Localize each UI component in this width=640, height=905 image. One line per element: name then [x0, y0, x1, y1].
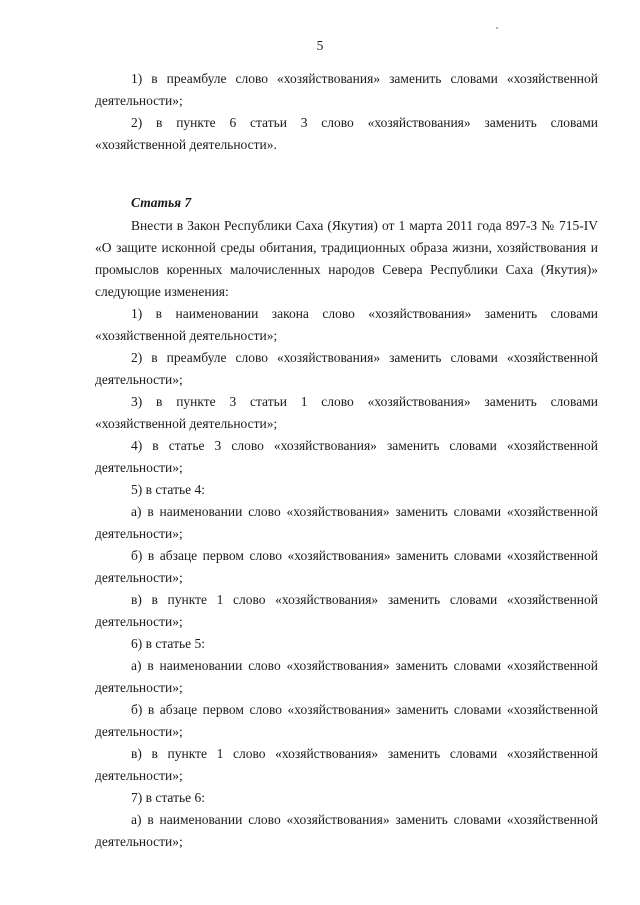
list-item: б) в абзаце первом слово «хозяйствования» заменить словами «хозяйственной деятельности»;	[95, 548, 598, 585]
article-intro: Внести в Закон Республики Саха (Якутия) от 1 марта 2011 года 897-З № 715-IV «О защите исконной среды обитания, традиционных образа жизни, хозяйствования и промыслов коренных малочисленных народов Севера Республики Саха (Якутия)» следующие изменения:	[95, 218, 598, 299]
list-item: 1) в наименовании закона слово «хозяйствования» заменить словами «хозяйственной деятельности»;	[95, 306, 598, 343]
article-heading: Статья 7	[131, 195, 192, 210]
document-body	[95, 68, 598, 853]
list-item: б) в абзаце первом слово «хозяйствования» заменить словами «хозяйственной деятельности»;	[95, 702, 598, 739]
list-item: 7) в статье 6:	[131, 790, 205, 805]
list-item: в) в пункте 1 слово «хозяйствования» заменить словами «хозяйственной деятельности»;	[95, 746, 598, 783]
list-item: в) в пункте 1 слово «хозяйствования» заменить словами «хозяйственной деятельности»;	[95, 592, 598, 629]
scan-speck	[496, 27, 498, 29]
list-item: а) в наименовании слово «хозяйствования» заменить словами «хозяйственной деятельности»;	[95, 504, 598, 541]
list-item: 4) в статье 3 слово «хозяйствования» заменить словами «хозяйственной деятельности»;	[95, 438, 598, 475]
list-item: 2) в преамбуле слово «хозяйствования» заменить словами «хозяйственной деятельности»;	[95, 350, 598, 387]
list-item: 6) в статье 5:	[131, 636, 205, 651]
list-item: 5) в статье 4:	[131, 482, 205, 497]
list-item: а) в наименовании слово «хозяйствования» заменить словами «хозяйственной деятельности»;	[95, 812, 598, 849]
page-number: 5	[316, 38, 324, 53]
paragraph: 1) в преамбуле слово «хозяйствования» заменить словами «хозяйственной деятельности»;	[95, 71, 598, 108]
list-item: 3) в пункте 3 статьи 1 слово «хозяйствования» заменить словами «хозяйственной деятельности»;	[95, 394, 598, 431]
paragraph: 2) в пункте 6 статьи 3 слово «хозяйствования» заменить словами «хозяйственной деятельности».	[95, 115, 598, 152]
list-item: а) в наименовании слово «хозяйствования» заменить словами «хозяйственной деятельности»;	[95, 658, 598, 695]
